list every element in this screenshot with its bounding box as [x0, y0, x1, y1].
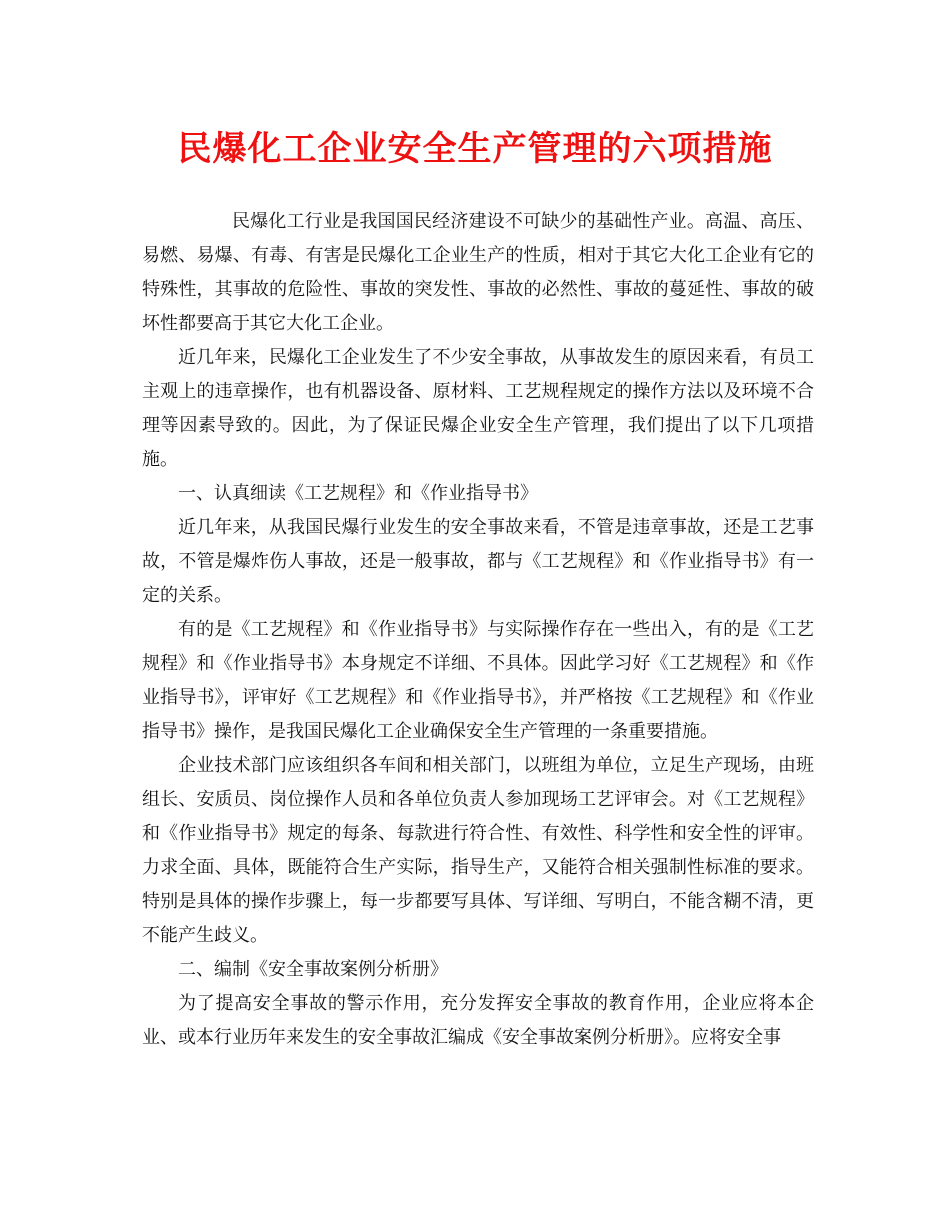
paragraph: 近几年来，从我国民爆行业发生的安全事故来看，不管是违章事故，还是工艺事故，不管是爆炸伤人事故，还是一般事故，都与《工艺规程》和《作业指导书》有一定的关系。 — [142, 517, 814, 606]
paragraph: 为了提高安全事故的警示作用，充分发挥安全事故的教育作用，企业应将本企业、或本行业历年来发生的安全事故汇编成《安全事故案例分析册》。应将安全事 — [142, 993, 814, 1048]
paragraph-background: 近几年来，民爆化工企业发生了不少安全事故，从事故发生的原因来看，有员工主观上的违章操作，也有机器设备、原材料、工艺规程规定的操作方法以及环境不合理等因素导致的。因此，为了保证民爆企业安全生产管理，我们提出了以下几项措施。 — [142, 347, 814, 470]
document-body — [142, 205, 814, 1055]
document-title: 民爆化工企业安全生产管理的六项措施 — [177, 129, 773, 169]
paragraph-intro: 民爆化工行业是我国国民经济建设不可缺少的基础性产业。高温、高压、易燃、易爆、有毒、有害是民爆化工企业生产的性质，相对于其它大化工企业有它的特殊性，其事故的危险性、事故的突发性、事故的必然性、事故的蔓延性、事故的破坏性都要高于其它大化工企业。 — [142, 211, 814, 334]
paragraph: 企业技术部门应该组织各车间和相关部门，以班组为单位，立足生产现场，由班组长、安质员、岗位操作人员和各单位负责人参加现场工艺评审会。对《工艺规程》和《作业指导书》规定的每条、每款进行符合性、有效性、科学性和安全性的评审。力求全面、具体，既能符合生产实际，指导生产，又能符合相关强制性标准的要求。特别是具体的操作步骤上，每一步都要写具体、写详细、写明白，不能含糊不清，更不能产生歧义。 — [142, 755, 814, 946]
section-heading-1: 一、认真细读《工艺规程》和《作业指导书》 — [178, 483, 538, 504]
section-heading-2: 二、编制《安全事故案例分析册》 — [178, 959, 448, 980]
paragraph: 有的是《工艺规程》和《作业指导书》与实际操作存在一些出入，有的是《工艺规程》和《作业指导书》本身规定不详细、不具体。因此学习好《工艺规程》和《作业指导书》，评审好《工艺规程》和《作业指导书》，并严格按《工艺规程》和《作业指导书》操作，是我国民爆化工企业确保安全生产管理的一条重要措施。 — [142, 619, 814, 742]
